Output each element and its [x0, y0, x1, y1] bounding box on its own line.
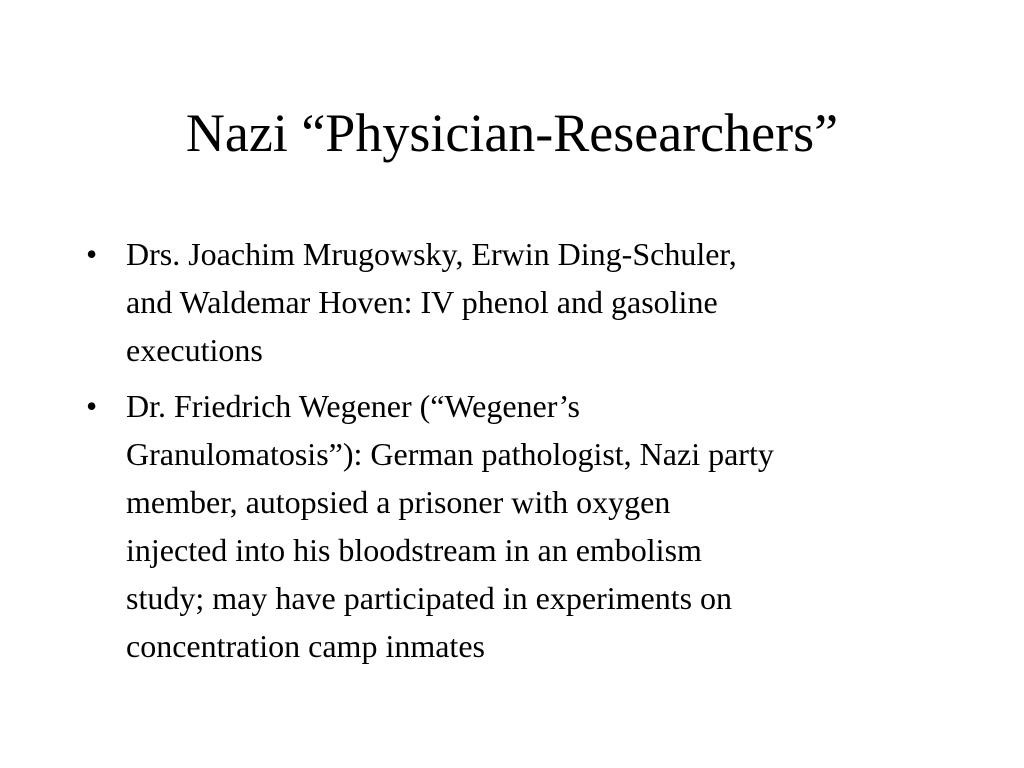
bullet-text-line: study; may have participated in experiments on: [126, 580, 733, 616]
bullet-dot-icon: •: [86, 388, 98, 424]
bullet-text-line: member, autopsied a prisoner with oxygen: [126, 484, 671, 520]
bullet-list: [82, 230, 942, 678]
bullet-text-line: and Waldemar Hoven: IV phenol and gasoline: [126, 284, 718, 320]
bullet-text-line: Drs. Joachim Mrugowsky, Erwin Ding-Schuler,: [126, 236, 737, 272]
bullet-text-line: concentration camp inmates: [126, 628, 485, 664]
bullet-text-line: Dr. Friedrich Wegener (“Wegener’s: [126, 388, 580, 424]
bullet-item: [82, 230, 942, 374]
bullet-text-line: Granulomatosis”): German pathologist, Nazi party: [126, 436, 774, 472]
slide-title: Nazi “Physician-Researchers”: [185, 103, 839, 163]
bullet-text-line: executions: [126, 332, 263, 368]
bullet-text-line: injected into his bloodstream in an embolism: [126, 532, 702, 568]
bullet-dot-icon: •: [86, 236, 98, 272]
bullet-item: [82, 382, 942, 670]
